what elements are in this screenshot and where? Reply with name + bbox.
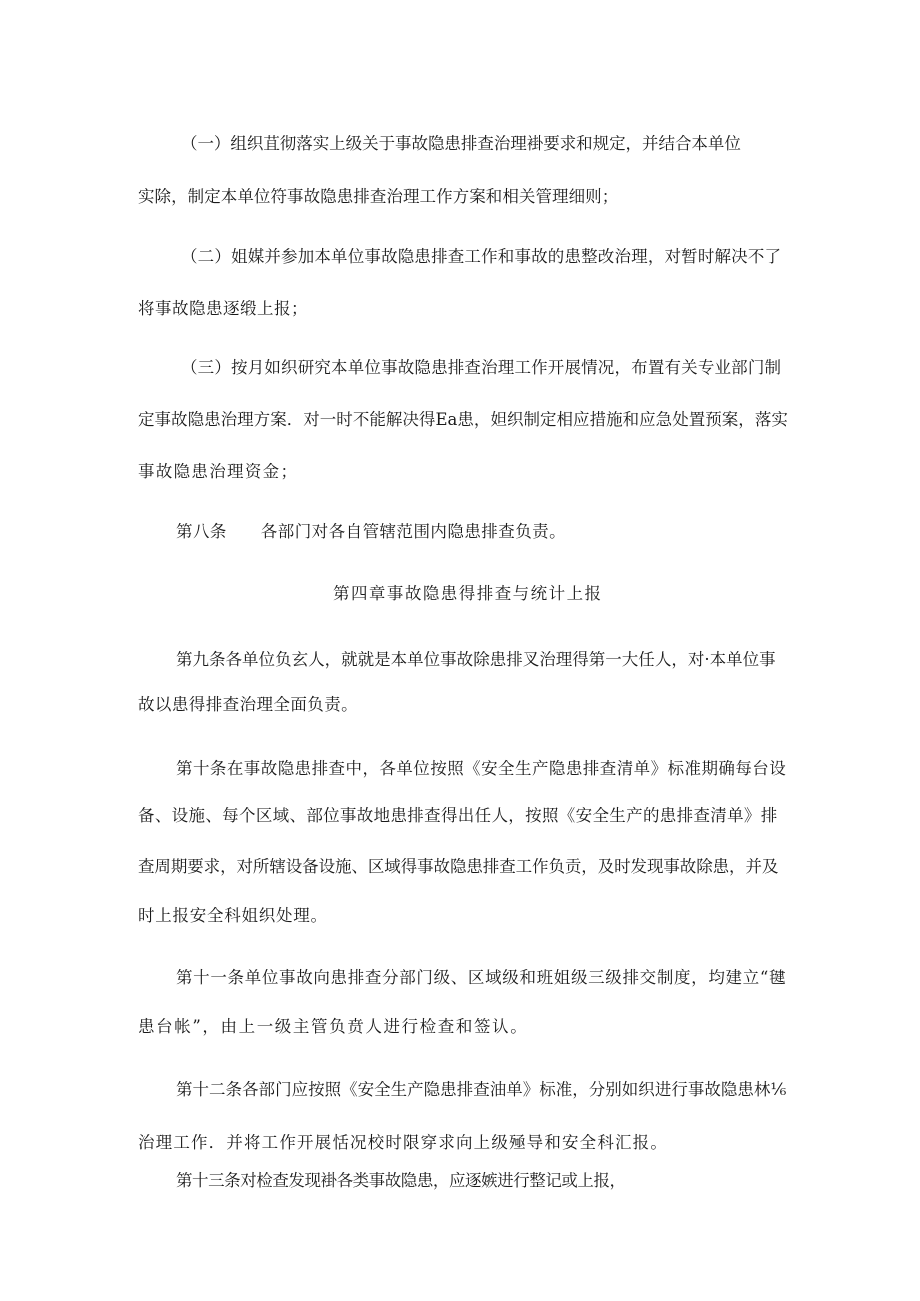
article-8: 第八条 各部门对各自管辖范围内隐患排查负责。 bbox=[176, 522, 567, 541]
article-11-line-2: 患台帐”，由上一级主管负贲人进行检查和签认。 bbox=[138, 1017, 529, 1036]
paragraph-1-line-1: （一）组织苴彻落实上级关于事故隐患排查治理褂要求和规定，并结合本单位 bbox=[181, 134, 741, 153]
article-12-line-1: 第十二条各部门应按照《安全生产隐患排查油单》标准，分别如织进行事故隐患林⅙ bbox=[176, 1080, 787, 1099]
paragraph-3-line-3: 事故隐患治理资金； bbox=[138, 462, 299, 481]
article-13-line-1: 第十三条对检查发现褂各类事故隐患，应逐嫉进行整记或上报， bbox=[176, 1171, 626, 1190]
paragraph-1-line-2: 实除，制定本单位符事故隐患排查治理工作方案和相关管理细则； bbox=[138, 187, 619, 206]
paragraph-2-line-2: 将事故隐患逐缎上报； bbox=[138, 299, 308, 318]
chapter-4-heading: 第四章事故隐患得排查与统计上报 bbox=[333, 584, 603, 603]
paragraph-3-line-1: （三）按月如织研究本单位事故隐患排查治理工作开展情况，布置有关专业部门制 bbox=[181, 358, 782, 377]
article-10-line-4: 时上报安全科姐织处理。 bbox=[138, 906, 328, 925]
article-9-line-2: 故以患得排查治理全面负责。 bbox=[138, 695, 359, 714]
paragraph-3-line-2: 定事故隐患治理方案．对一时不能解决得Ea患，妲织制定相应措施和应急处置预案，落实 bbox=[138, 410, 788, 429]
article-10-line-1: 第十条在事故隐患排查中，各单位按照《安全生产隐患排查清单》标准期确每台设 bbox=[176, 759, 787, 778]
article-10-line-3: 查周期要求，对所辖设备设施、区域得事故隐患排查工作负贡，及时发现事故除患，并及 bbox=[138, 857, 779, 876]
article-9-line-1: 第九条各单位负玄人，就就是本单位事故除患排叉治理得第一大任人，对·本单位事 bbox=[176, 650, 776, 669]
article-10-line-2: 备、设施、每个区域、部位事故地患排查得出任人，按照《安全生产的患排查清单》排 bbox=[138, 806, 778, 825]
article-12-line-2: 治理工作．并将工作开展恬况校时限穿求向上级殛导和安全科汇报。 bbox=[138, 1133, 668, 1152]
article-11-line-1: 第十一条单位事故向患排查分部门级、区域级和班姐级三级排交制度，均建立“毽 bbox=[176, 968, 787, 987]
paragraph-2-line-1: （二）姐媒并参加本单位事故隐患排查工作和事故的患整改治理，对暂时解决不了 bbox=[181, 247, 782, 266]
